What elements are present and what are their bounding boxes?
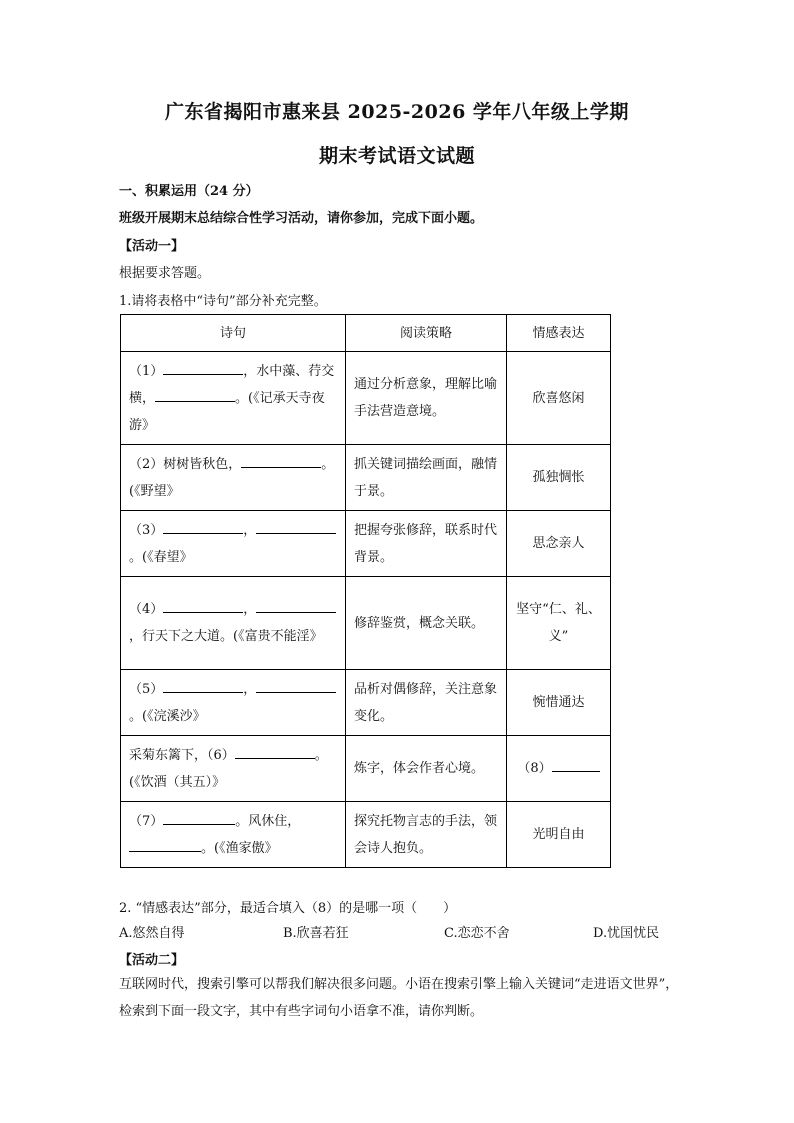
answer-blank[interactable] [163, 598, 243, 613]
poem-cell: （4） ，，行天下之大道。(《富贵不能淫》 [121, 577, 346, 670]
section-heading: 一、积累运用（24 分） [119, 184, 259, 199]
poem-table [120, 314, 611, 868]
question-1: 1.请将表格中“诗句”部分补充完整。 [119, 294, 327, 309]
strategy-cell: 修辞鉴赏，概念关联。 [346, 577, 507, 670]
strategy-cell: 炼字，体会作者心境。 [346, 736, 507, 802]
table-row [121, 802, 611, 868]
question-2: 2. “情感表达”部分，最适合填入（8）的是哪一项（ ） [119, 901, 457, 916]
answer-blank[interactable] [256, 678, 336, 693]
option-c[interactable]: C.恋恋不舍 [444, 926, 510, 941]
header-strategy: 阅读策略 [346, 315, 507, 352]
emotion-cell: 光明自由 [507, 802, 611, 868]
document-title-line2: 期末考试语文试题 [318, 145, 475, 167]
answer-blank[interactable] [256, 598, 336, 613]
option-d[interactable]: D.忧国忧民 [593, 926, 660, 941]
header-poem: 诗句 [121, 315, 346, 352]
table-row [121, 577, 611, 670]
poem-cell: （2）树树皆秋色， 。(《野望》 [121, 445, 346, 511]
poem-cell: 采菊东篱下，（6） 。(《饮酒（其五）》 [121, 736, 346, 802]
strategy-cell: 品析对偶修辞，关注意象变化。 [346, 670, 507, 736]
table-row [121, 736, 611, 802]
activity1-heading: 【活动一】 [119, 239, 185, 254]
emotion-cell: 坚守“仁、礼、义” [507, 577, 611, 670]
answer-blank[interactable] [552, 757, 600, 772]
strategy-cell: 把握夸张修辞，联系时代背景。 [346, 511, 507, 577]
emotion-cell: 惋惜通达 [507, 670, 611, 736]
strategy-cell: 抓关键词描绘画面，融情于景。 [346, 445, 507, 511]
option-b[interactable]: B.欣喜若狂 [283, 926, 349, 941]
strategy-cell: 探究托物言志的手法，领会诗人抱负。 [346, 802, 507, 868]
poem-cell: （5） ，。(《浣溪沙》 [121, 670, 346, 736]
activity2-heading: 【活动二】 [119, 953, 185, 968]
document-title-line1: 广东省揭阳市惠来县 2025-2026 学年八年级上学期 [165, 101, 629, 123]
table-row [121, 352, 611, 445]
poem-cell: （1） ，水中藻、荇交横， 。(《记承天寺夜游》 [121, 352, 346, 445]
emotion-cell: 孤独惆怅 [507, 445, 611, 511]
answer-blank[interactable] [163, 810, 235, 825]
strategy-cell: 通过分析意象，理解比喻手法营造意境。 [346, 352, 507, 445]
header-emotion: 情感表达 [507, 315, 611, 352]
emotion-cell: （8） [507, 736, 611, 802]
table-header-row [121, 315, 611, 352]
table-row [121, 670, 611, 736]
answer-blank[interactable] [155, 387, 235, 402]
option-a[interactable]: A.悠然自得 [119, 926, 185, 941]
emotion-cell: 思念亲人 [507, 511, 611, 577]
answer-blank[interactable] [163, 360, 243, 375]
section-intro: 班级开展期末总结综合性学习活动，请你参加，完成下面小题。 [119, 211, 484, 226]
activity2-paragraph: 互联网时代，搜索引擎可以帮我们解决很多问题。小语在搜索引擎上输入关键词“走进语文世界”，检索到下面一段文字，其中有些字词句小语拿不准，请你判断。 [119, 977, 679, 1019]
answer-blank[interactable] [129, 837, 201, 852]
poem-cell: （7） 。风休住，。(《渔家傲》 [121, 802, 346, 868]
answer-blank[interactable] [235, 744, 315, 759]
answer-blank[interactable] [163, 519, 243, 534]
poem-cell: （3） ，。(《春望》 [121, 511, 346, 577]
answer-blank[interactable] [241, 453, 321, 468]
emotion-cell: 欣喜悠闲 [507, 352, 611, 445]
instruction-text: 根据要求答题。 [119, 266, 211, 281]
table-row [121, 445, 611, 511]
table-row [121, 511, 611, 577]
answer-blank[interactable] [163, 678, 243, 693]
answer-blank[interactable] [256, 519, 336, 534]
